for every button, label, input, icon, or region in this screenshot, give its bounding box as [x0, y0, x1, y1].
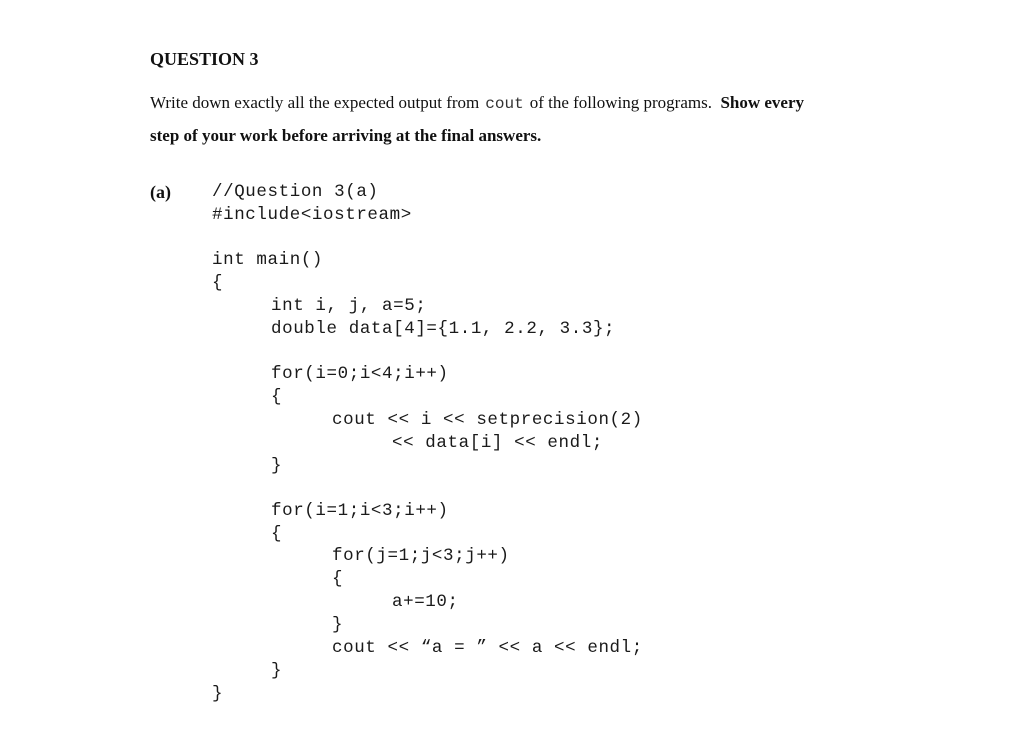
code-line: cout << “a = ” << a << endl; — [332, 638, 643, 658]
code-line: { — [212, 273, 224, 293]
instruction-line-1 — [150, 92, 804, 115]
instruction-text-continued: of the following programs. — [529, 93, 712, 112]
code-line: { — [271, 387, 283, 407]
code-line: int main() — [212, 250, 324, 270]
code-line: << data[i] << endl; — [392, 433, 603, 453]
code-line: } — [271, 661, 283, 681]
part-label: (a) — [150, 182, 171, 202]
code-line: } — [332, 615, 344, 635]
code-line: { — [332, 569, 344, 589]
code-line: #include<iostream> — [212, 205, 412, 225]
code-line: a+=10; — [392, 592, 459, 612]
instruction-text: Write down exactly all the expected output from — [150, 93, 480, 112]
code-line: double data[4]={1.1, 2.2, 3.3}; — [271, 319, 616, 339]
code-line: cout << i << setprecision(2) — [332, 410, 643, 430]
instruction-bold-text: Show every — [720, 93, 805, 112]
question-heading: QUESTION 3 — [150, 49, 259, 69]
code-line: } — [271, 456, 283, 476]
code-line: { — [271, 524, 283, 544]
code-line: } — [212, 684, 224, 704]
code-line: int i, j, a=5; — [271, 296, 427, 316]
instruction-code-word: cout — [485, 95, 524, 113]
instruction-line-2: step of your work before arriving at the final answers. — [150, 126, 542, 145]
code-line: for(i=0;i<4;i++) — [271, 364, 449, 384]
code-line: for(j=1;j<3;j++) — [332, 546, 510, 566]
code-line: //Question 3(a) — [212, 182, 379, 202]
code-line: for(i=1;i<3;i++) — [271, 501, 449, 521]
